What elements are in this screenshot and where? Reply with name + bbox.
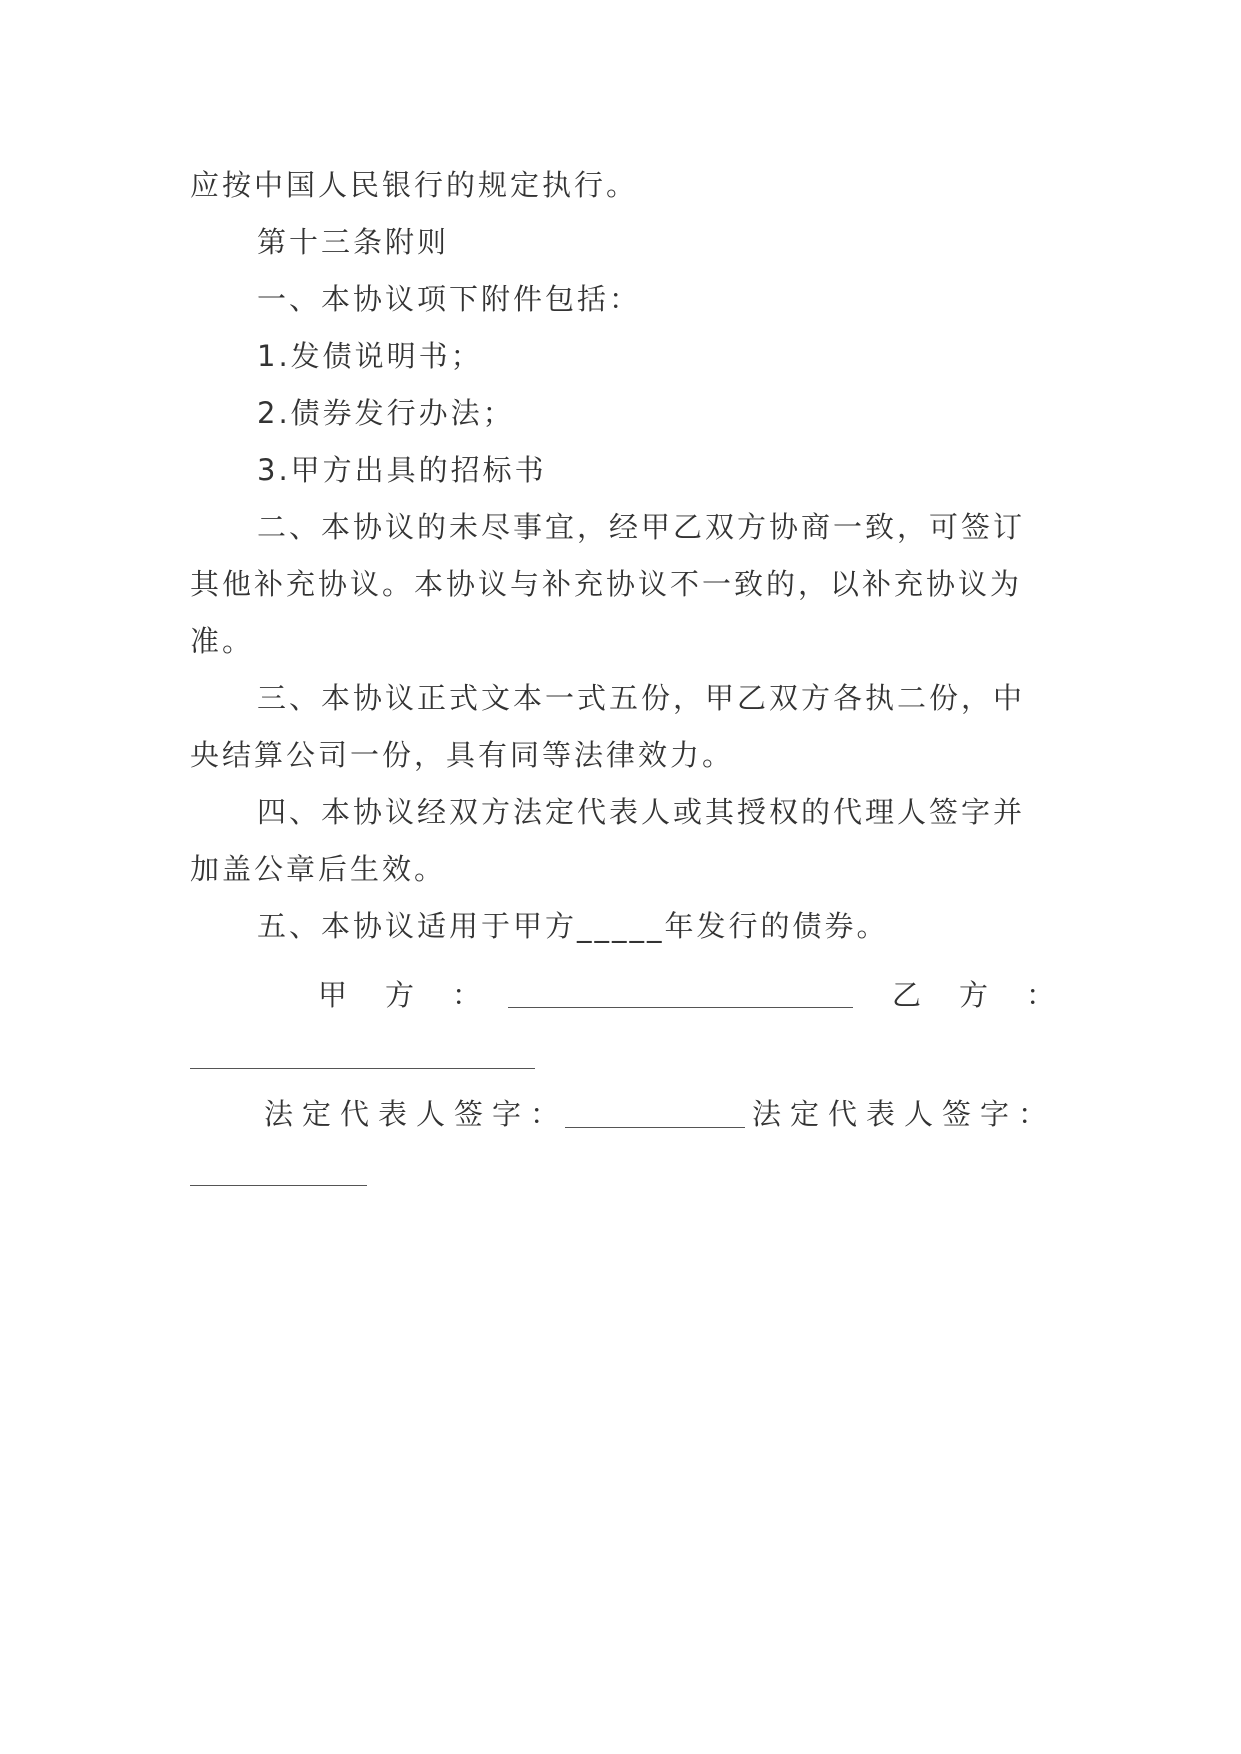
list-item: 1.发债说明书； [257,339,483,373]
rep-sign-a-blank [565,1127,745,1128]
text-line: 二、本协议的未尽事宜，经甲乙双方协商一致，可签订 [257,510,1026,544]
party-b-blank [190,1068,535,1069]
list-item: 3.甲方出具的招标书 [257,453,547,487]
text-line: 应按中国人民银行的规定执行。 [190,168,639,202]
rep-sign-a-label: 法定代表人签字： [264,1097,569,1131]
text-line: 四、本协议经双方法定代表人或其授权的代理人签字并 [257,795,1026,829]
rep-sign-b-label: 法定代表人签字： [752,1097,1057,1131]
article-heading: 第十三条附则 [257,225,450,259]
rep-sign-b-blank [190,1185,367,1186]
text-line: 五、本协议适用于甲方_____年发行的债券。 [257,909,889,943]
text-line: 其他补充协议。本协议与补充协议不一致的，以补充协议为 [190,567,1023,601]
text-line: 一、本协议项下附件包括： [257,282,642,316]
text-line: 央结算公司一份，具有同等法律效力。 [190,738,735,772]
party-a-blank [508,1007,853,1008]
text-line: 三、本协议正式文本一式五份，甲乙双方各执二份，中 [257,681,1026,715]
text-line: 准。 [190,624,255,658]
party-b-label: 乙方： [892,978,1094,1012]
party-a-label: 甲方： [318,978,520,1012]
text-line: 加盖公章后生效。 [190,852,447,886]
list-item: 2.债券发行办法； [257,396,515,430]
